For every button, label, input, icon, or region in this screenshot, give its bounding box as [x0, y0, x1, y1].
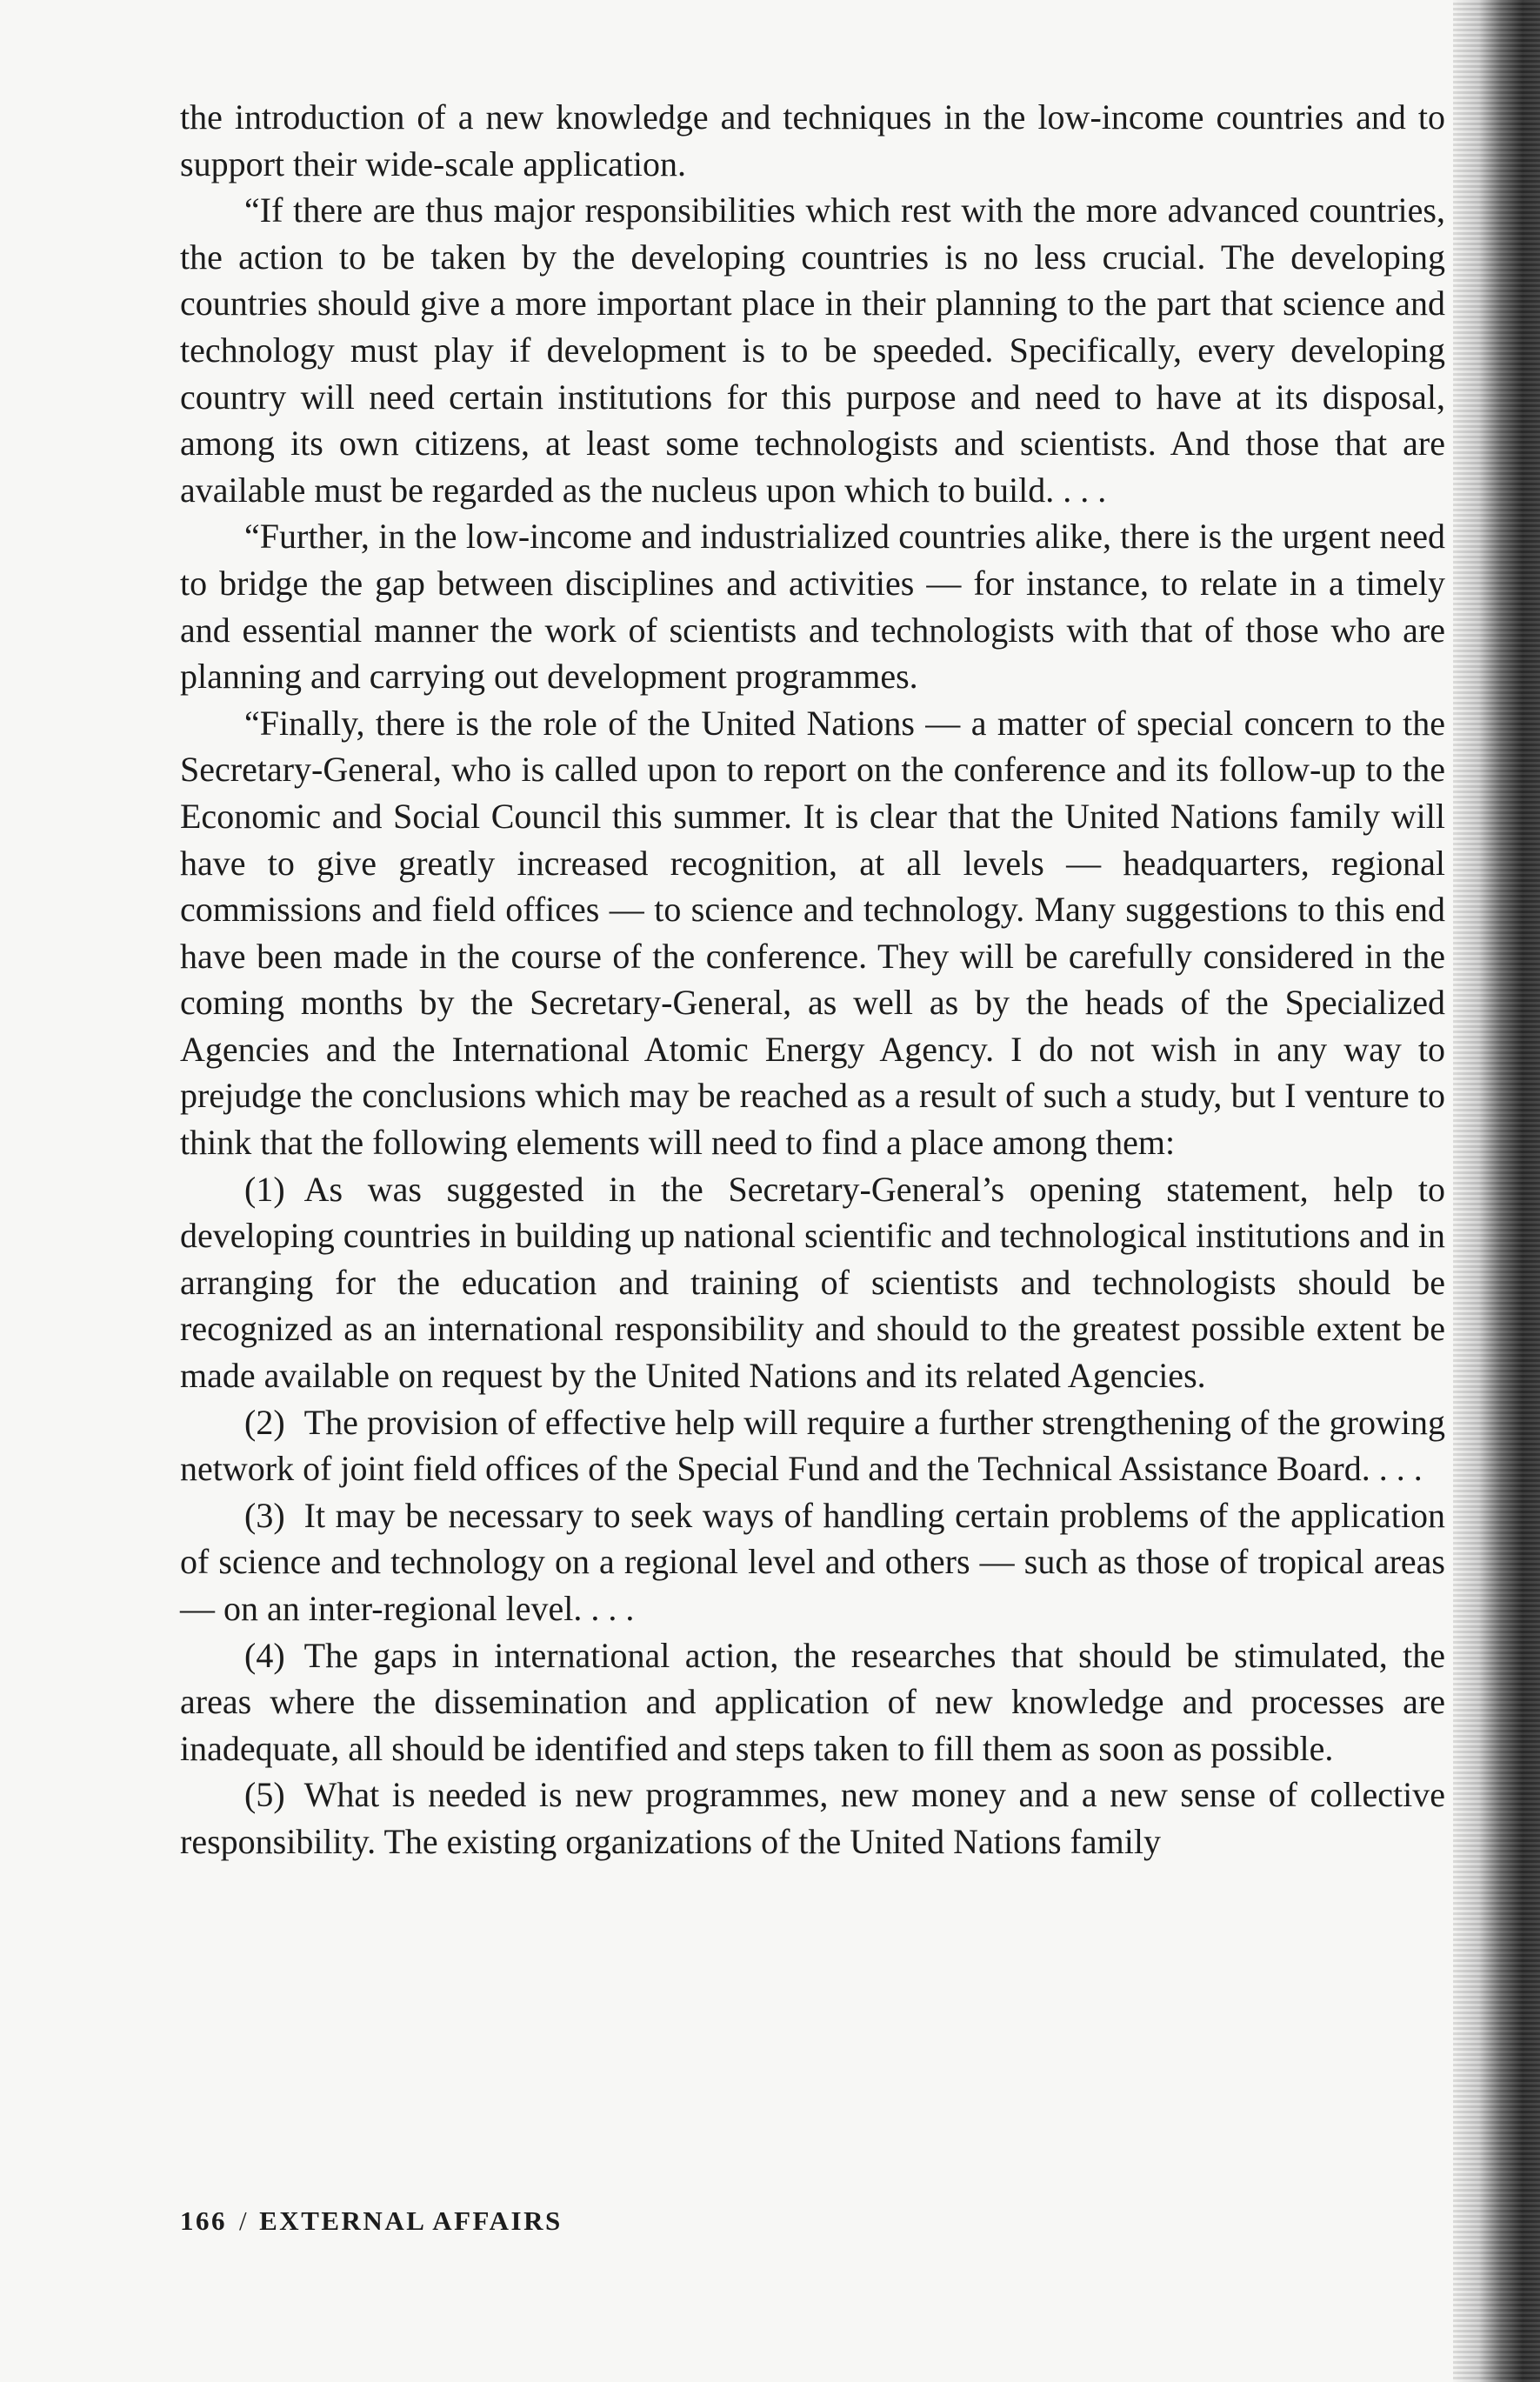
- footer-separator: /: [239, 2205, 250, 2236]
- paragraph: the introduction of a new knowledge and techniques in the low-income countries and to support their wide-scale application.: [180, 97, 1445, 183]
- item-number: (1): [244, 1169, 285, 1209]
- paragraph: “Finally, there is the role of the United Nations — a matter of special concern to the Secretary-General, who is called upon to report on the conference and its follow-up to the Economic and Social Council this summer. It is clear that the United Nations family will have to give greatly increased recognition, at all levels — headquarters, regional commissions and field offices — to science and technology. Many suggestions to this end have been made in the course of the conference. They will be carefully considered in the coming months by the Secretary-General, as well as by the heads of the Specialized Agencies and the International Atomic Energy Agency. I do not wish in any way to prejudge the conclusions which may be reached as a result of such a study, but I venture to think that the following elements will need to find a place among them:: [180, 703, 1445, 1163]
- item-number: (5): [244, 1775, 285, 1815]
- item-text: The provision of effective help will require a further strengthening of the growing network of joint field offices of the Special Fund and the Technical Assistance Board. . . .: [180, 1402, 1445, 1489]
- item-text: It may be necessary to seek ways of handling certain problems of the application of science and technology on a regional level and others — such as those of tropical areas — on an inter-regional level. . . .: [180, 1495, 1445, 1628]
- paragraph: “Further, in the low-income and industrialized countries alike, there is the urgent need to bridge the gap between disciplines and activities — for instance, to relate in a timely and essential manner the work of scientists and technologists with that of those who are planning and carrying out development programmes.: [180, 517, 1445, 697]
- item-text: The gaps in international action, the researches that should be stimulated, the areas where the dissemination and application of new knowledge and processes are inadequate, all should be identified and steps taken to fill them as soon as possible.: [180, 1635, 1445, 1768]
- numbered-item: [180, 1166, 1445, 1399]
- item-text: As was suggested in the Secretary-General’s opening statement, help to developing countries in building up national scientific and technological institutions and in arranging for the education and training of scientists and technologists should be recognized as an international responsibility and should to the greatest possible extent be made available on request by the United Nations and its related Agencies.: [180, 1169, 1445, 1396]
- page-footer: [180, 2205, 563, 2237]
- publication-title: EXTERNAL AFFAIRS: [259, 2205, 563, 2236]
- numbered-item: [180, 1632, 1445, 1772]
- page-edge-shadow: [1453, 0, 1540, 2382]
- numbered-item: [180, 1771, 1445, 1865]
- body-text: [180, 94, 1445, 1865]
- paragraph: “If there are thus major responsibilities which rest with the more advanced countries, the action to be taken by the developing countries is no less crucial. The developing countries should give a more important place in their planning to the part that science and technology must play if development is to be speeded. Specifically, every developing country will need certain institutions for this purpose and need to have at its disposal, among its own citizens, at least some technologists and scientists. And those that are available must be regarded as the nucleus upon which to build. . . .: [180, 190, 1445, 510]
- page-number: 166: [180, 2205, 227, 2236]
- numbered-item: [180, 1492, 1445, 1632]
- item-text: What is needed is new programmes, new money and a new sense of collective responsibility. The existing organizations of the United Nations family: [180, 1775, 1445, 1861]
- numbered-item: [180, 1399, 1445, 1492]
- item-number: (4): [244, 1635, 285, 1675]
- item-number: (3): [244, 1495, 285, 1535]
- item-number: (2): [244, 1402, 285, 1442]
